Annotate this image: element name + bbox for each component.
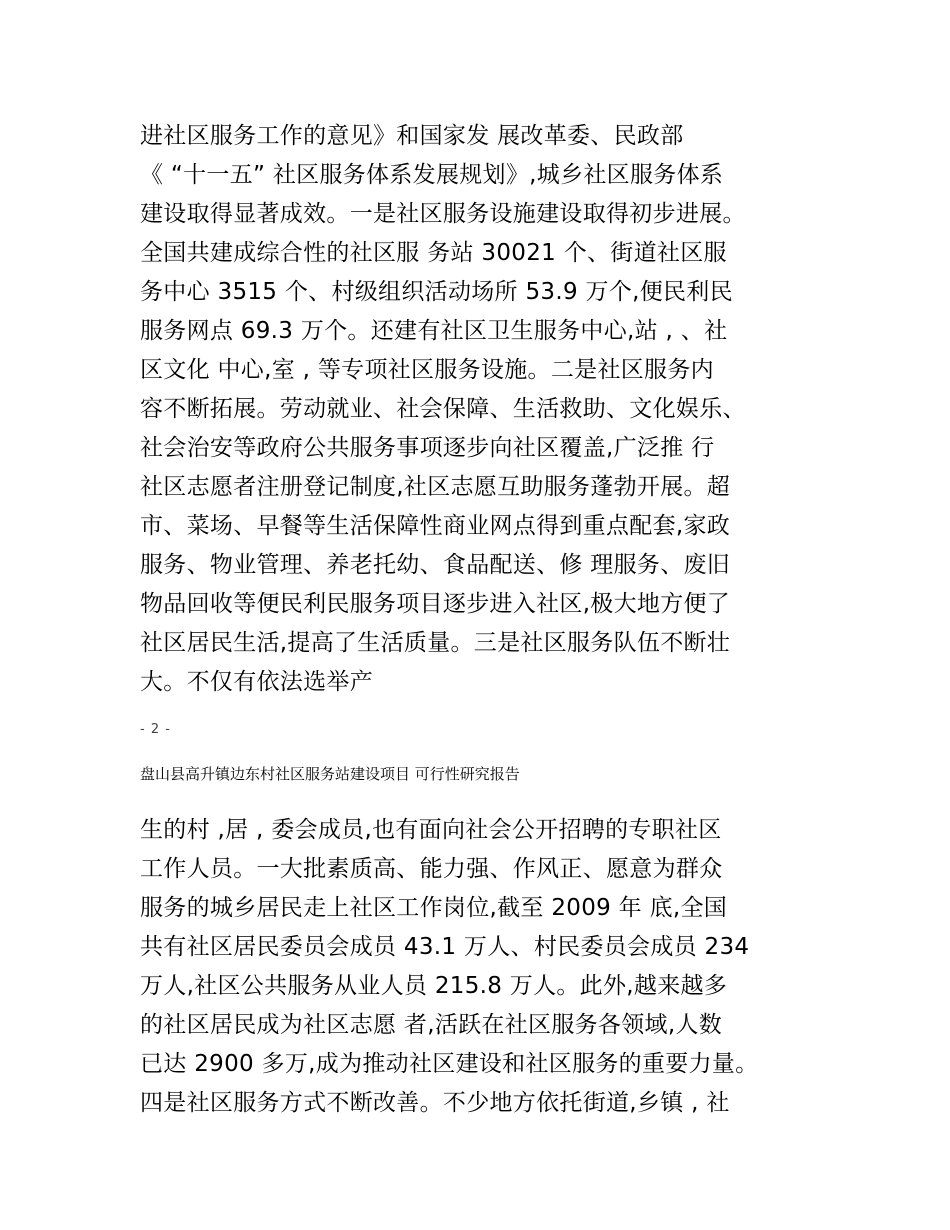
page-number: - 2 - [140,722,171,737]
text-line: 社区志愿者注册登记制度,社区志愿互助服务蓬勃开展。超 [140,474,731,500]
text-line: 共有社区居民委员会成员 43.1 万人、村民委员会成员 234 [140,934,750,960]
text-line: 服务、物业管理、养老托幼、食品配送、修 理服务、废旧 [140,552,731,578]
text-line: 大。不仅有依法选举产 [140,669,373,695]
text-line: 的社区居民成为社区志愿 者,活跃在社区服务各领域,人数 [140,1012,723,1038]
text-line: 进社区服务工作的意见》和国家发 展改革委、民政部 [140,123,684,149]
text-line: 《 “十一五” 社区服务体系发展规划》,城乡社区服务体系 [140,162,724,188]
text-line: 社区居民生活,提高了生活质量。三是社区服务队伍不断壮 [140,630,731,656]
body-text-block-upper [140,117,820,702]
text-line: 社会治安等政府公共服务事项逐步向社区覆盖,广泛推 行 [140,435,715,461]
text-line: 市、菜场、早餐等生活保障性商业网点得到重点配套,家政 [140,513,731,539]
text-line: 已达 2900 多万,成为推动社区建设和社区服务的重要力量。 [140,1051,759,1077]
text-line: 务中心 3515 个、村级组织活动场所 53.9 万个,便民利民 [140,279,733,305]
running-header: 盘山县高升镇边东村社区服务站建设项目 可行性研究报告 [140,765,520,783]
text-line: 服务的城乡居民走上社区工作岗位,截至 2009 年 底,全国 [140,895,728,921]
text-line: 建设取得显著成效。一是社区服务设施建设取得初步进展。 [140,201,746,227]
text-line: 物品回收等便民利民服务项目逐步进入社区,极大地方便了 [140,591,731,617]
text-line: 区文化 中心,室 , 等专项社区服务设施。二是社区服务内 [140,357,714,383]
text-line: 四是社区服务方式不断改善。不少地方依托街道,乡镇 , 社 [140,1090,730,1116]
text-line: 生的村 ,居 , 委会成员,也有面向社会公开招聘的专职社区 [140,817,722,843]
text-line: 服务网点 69.3 万个。还建有社区卫生服务中心,站 , 、社 [140,318,728,344]
body-text-block-lower [140,811,820,1123]
text-line: 全国共建成综合性的社区服 务站 30021 个、街道社区服 [140,240,727,266]
text-line: 工作人员。一大批素质高、能力强、作风正、愿意为群众 [140,856,723,882]
text-line: 万人,社区公共服务从业人员 215.8 万人。此外,越来越多 [140,973,728,999]
text-line: 容不断拓展。劳动就业、社会保障、生活救助、文化娱乐、 [140,396,746,422]
